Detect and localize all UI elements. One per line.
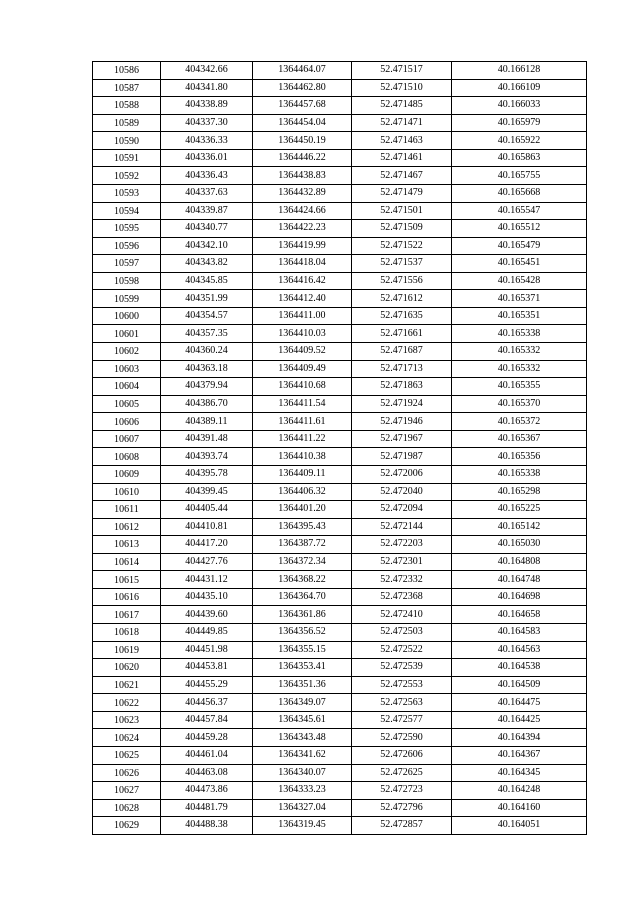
y-coordinate-cell: 1364401.20 [253, 501, 352, 519]
point-number-cell: 10611 [93, 501, 161, 519]
latitude-cell: 52.471687 [352, 343, 452, 361]
point-number-cell: 10616 [93, 588, 161, 606]
point-number-cell: 10627 [93, 782, 161, 800]
table-row [93, 272, 587, 290]
latitude-cell: 52.472590 [352, 729, 452, 747]
point-number-cell: 10605 [93, 395, 161, 413]
x-coordinate-cell: 404341.80 [161, 79, 253, 97]
y-coordinate-cell: 1364319.45 [253, 817, 352, 835]
y-coordinate-cell: 1364333.23 [253, 782, 352, 800]
x-coordinate-cell: 404456.37 [161, 694, 253, 712]
table-row [93, 641, 587, 659]
x-coordinate-cell: 404439.60 [161, 606, 253, 624]
point-number-cell: 10597 [93, 255, 161, 273]
x-coordinate-cell: 404391.48 [161, 430, 253, 448]
y-coordinate-cell: 1364372.34 [253, 553, 352, 571]
latitude-cell: 52.472625 [352, 764, 452, 782]
longitude-cell: 40.164248 [452, 782, 587, 800]
point-number-cell: 10598 [93, 272, 161, 290]
x-coordinate-cell: 404360.24 [161, 343, 253, 361]
point-number-cell: 10614 [93, 553, 161, 571]
x-coordinate-cell: 404342.66 [161, 62, 253, 80]
y-coordinate-cell: 1364411.54 [253, 395, 352, 413]
latitude-cell: 52.471509 [352, 220, 452, 238]
longitude-cell: 40.165372 [452, 413, 587, 431]
latitude-cell: 52.471987 [352, 448, 452, 466]
y-coordinate-cell: 1364464.07 [253, 62, 352, 80]
latitude-cell: 52.471863 [352, 378, 452, 396]
y-coordinate-cell: 1364410.38 [253, 448, 352, 466]
y-coordinate-cell: 1364343.48 [253, 729, 352, 747]
point-number-cell: 10590 [93, 132, 161, 150]
longitude-cell: 40.165428 [452, 272, 587, 290]
x-coordinate-cell: 404386.70 [161, 395, 253, 413]
y-coordinate-cell: 1364411.61 [253, 413, 352, 431]
x-coordinate-cell: 404449.85 [161, 624, 253, 642]
y-coordinate-cell: 1364410.03 [253, 325, 352, 343]
y-coordinate-cell: 1364418.04 [253, 255, 352, 273]
x-coordinate-cell: 404337.63 [161, 184, 253, 202]
x-coordinate-cell: 404393.74 [161, 448, 253, 466]
x-coordinate-cell: 404457.84 [161, 711, 253, 729]
y-coordinate-cell: 1364345.61 [253, 711, 352, 729]
x-coordinate-cell: 404435.10 [161, 588, 253, 606]
y-coordinate-cell: 1364454.04 [253, 114, 352, 132]
longitude-cell: 40.166033 [452, 97, 587, 115]
x-coordinate-cell: 404481.79 [161, 799, 253, 817]
longitude-cell: 40.165356 [452, 448, 587, 466]
x-coordinate-cell: 404459.28 [161, 729, 253, 747]
point-number-cell: 10607 [93, 430, 161, 448]
latitude-cell: 52.471556 [352, 272, 452, 290]
table-row [93, 606, 587, 624]
x-coordinate-cell: 404399.45 [161, 483, 253, 501]
y-coordinate-cell: 1364356.52 [253, 624, 352, 642]
point-number-cell: 10603 [93, 360, 161, 378]
point-number-cell: 10610 [93, 483, 161, 501]
longitude-cell: 40.164658 [452, 606, 587, 624]
point-number-cell: 10620 [93, 659, 161, 677]
y-coordinate-cell: 1364412.40 [253, 290, 352, 308]
table-row [93, 290, 587, 308]
latitude-cell: 52.472796 [352, 799, 452, 817]
longitude-cell: 40.164538 [452, 659, 587, 677]
point-number-cell: 10588 [93, 97, 161, 115]
table-row [93, 817, 587, 835]
y-coordinate-cell: 1364364.70 [253, 588, 352, 606]
longitude-cell: 40.164808 [452, 553, 587, 571]
x-coordinate-cell: 404379.94 [161, 378, 253, 396]
longitude-cell: 40.165355 [452, 378, 587, 396]
latitude-cell: 52.472563 [352, 694, 452, 712]
point-number-cell: 10593 [93, 184, 161, 202]
latitude-cell: 52.471635 [352, 307, 452, 325]
latitude-cell: 52.471501 [352, 202, 452, 220]
x-coordinate-cell: 404488.38 [161, 817, 253, 835]
table-row [93, 536, 587, 554]
longitude-cell: 40.165451 [452, 255, 587, 273]
x-coordinate-cell: 404473.86 [161, 782, 253, 800]
y-coordinate-cell: 1364424.66 [253, 202, 352, 220]
longitude-cell: 40.164475 [452, 694, 587, 712]
x-coordinate-cell: 404453.81 [161, 659, 253, 677]
point-number-cell: 10615 [93, 571, 161, 589]
point-number-cell: 10625 [93, 746, 161, 764]
latitude-cell: 52.472301 [352, 553, 452, 571]
longitude-cell: 40.165332 [452, 360, 587, 378]
point-number-cell: 10622 [93, 694, 161, 712]
x-coordinate-cell: 404463.08 [161, 764, 253, 782]
point-number-cell: 10604 [93, 378, 161, 396]
latitude-cell: 52.471522 [352, 237, 452, 255]
x-coordinate-cell: 404461.04 [161, 746, 253, 764]
y-coordinate-cell: 1364410.68 [253, 378, 352, 396]
y-coordinate-cell: 1364422.23 [253, 220, 352, 238]
x-coordinate-cell: 404354.57 [161, 307, 253, 325]
y-coordinate-cell: 1364387.72 [253, 536, 352, 554]
longitude-cell: 40.165332 [452, 343, 587, 361]
latitude-cell: 52.472332 [352, 571, 452, 589]
table-row [93, 149, 587, 167]
longitude-cell: 40.164509 [452, 676, 587, 694]
table-row [93, 465, 587, 483]
y-coordinate-cell: 1364416.42 [253, 272, 352, 290]
latitude-cell: 52.472203 [352, 536, 452, 554]
x-coordinate-cell: 404405.44 [161, 501, 253, 519]
table-row [93, 184, 587, 202]
point-number-cell: 10617 [93, 606, 161, 624]
x-coordinate-cell: 404357.35 [161, 325, 253, 343]
longitude-cell: 40.165512 [452, 220, 587, 238]
table-row [93, 571, 587, 589]
latitude-cell: 52.471485 [352, 97, 452, 115]
x-coordinate-cell: 404340.77 [161, 220, 253, 238]
table-row [93, 746, 587, 764]
table-row [93, 167, 587, 185]
x-coordinate-cell: 404363.18 [161, 360, 253, 378]
longitude-cell: 40.165030 [452, 536, 587, 554]
y-coordinate-cell: 1364340.07 [253, 764, 352, 782]
table-row [93, 360, 587, 378]
table-row [93, 62, 587, 80]
longitude-cell: 40.165668 [452, 184, 587, 202]
point-number-cell: 10589 [93, 114, 161, 132]
latitude-cell: 52.471946 [352, 413, 452, 431]
longitude-cell: 40.164698 [452, 588, 587, 606]
y-coordinate-cell: 1364406.32 [253, 483, 352, 501]
point-number-cell: 10596 [93, 237, 161, 255]
table-row [93, 413, 587, 431]
latitude-cell: 52.471461 [352, 149, 452, 167]
longitude-cell: 40.165367 [452, 430, 587, 448]
longitude-cell: 40.165371 [452, 290, 587, 308]
point-number-cell: 10606 [93, 413, 161, 431]
x-coordinate-cell: 404351.99 [161, 290, 253, 308]
x-coordinate-cell: 404336.01 [161, 149, 253, 167]
x-coordinate-cell: 404337.30 [161, 114, 253, 132]
x-coordinate-cell: 404339.87 [161, 202, 253, 220]
y-coordinate-cell: 1364446.22 [253, 149, 352, 167]
point-number-cell: 10623 [93, 711, 161, 729]
latitude-cell: 52.472368 [352, 588, 452, 606]
latitude-cell: 52.471924 [352, 395, 452, 413]
latitude-cell: 52.471537 [352, 255, 452, 273]
table-row [93, 764, 587, 782]
table-row [93, 79, 587, 97]
latitude-cell: 52.471471 [352, 114, 452, 132]
table-row [93, 325, 587, 343]
x-coordinate-cell: 404345.85 [161, 272, 253, 290]
latitude-cell: 52.472006 [352, 465, 452, 483]
table-row [93, 588, 587, 606]
table-row [93, 799, 587, 817]
table-row [93, 518, 587, 536]
y-coordinate-cell: 1364457.68 [253, 97, 352, 115]
y-coordinate-cell: 1364349.07 [253, 694, 352, 712]
table-row [93, 676, 587, 694]
coordinate-table-body [93, 62, 587, 835]
x-coordinate-cell: 404395.78 [161, 465, 253, 483]
y-coordinate-cell: 1364395.43 [253, 518, 352, 536]
longitude-cell: 40.165755 [452, 167, 587, 185]
y-coordinate-cell: 1364409.49 [253, 360, 352, 378]
longitude-cell: 40.165225 [452, 501, 587, 519]
point-number-cell: 10599 [93, 290, 161, 308]
point-number-cell: 10618 [93, 624, 161, 642]
latitude-cell: 52.472539 [352, 659, 452, 677]
table-row [93, 694, 587, 712]
point-number-cell: 10594 [93, 202, 161, 220]
table-row [93, 711, 587, 729]
latitude-cell: 52.471467 [352, 167, 452, 185]
longitude-cell: 40.165979 [452, 114, 587, 132]
y-coordinate-cell: 1364411.00 [253, 307, 352, 325]
y-coordinate-cell: 1364327.04 [253, 799, 352, 817]
latitude-cell: 52.472503 [352, 624, 452, 642]
point-number-cell: 10609 [93, 465, 161, 483]
longitude-cell: 40.165922 [452, 132, 587, 150]
point-number-cell: 10613 [93, 536, 161, 554]
point-number-cell: 10621 [93, 676, 161, 694]
longitude-cell: 40.165338 [452, 325, 587, 343]
longitude-cell: 40.164367 [452, 746, 587, 764]
longitude-cell: 40.164345 [452, 764, 587, 782]
latitude-cell: 52.471517 [352, 62, 452, 80]
point-number-cell: 10591 [93, 149, 161, 167]
y-coordinate-cell: 1364353.41 [253, 659, 352, 677]
latitude-cell: 52.472410 [352, 606, 452, 624]
longitude-cell: 40.165479 [452, 237, 587, 255]
y-coordinate-cell: 1364351.36 [253, 676, 352, 694]
x-coordinate-cell: 404336.43 [161, 167, 253, 185]
coordinate-table [92, 61, 587, 835]
latitude-cell: 52.472094 [352, 501, 452, 519]
point-number-cell: 10626 [93, 764, 161, 782]
latitude-cell: 52.471612 [352, 290, 452, 308]
y-coordinate-cell: 1364450.19 [253, 132, 352, 150]
longitude-cell: 40.164583 [452, 624, 587, 642]
table-row [93, 659, 587, 677]
point-number-cell: 10629 [93, 817, 161, 835]
y-coordinate-cell: 1364355.15 [253, 641, 352, 659]
table-row [93, 220, 587, 238]
point-number-cell: 10595 [93, 220, 161, 238]
x-coordinate-cell: 404342.10 [161, 237, 253, 255]
table-row [93, 624, 587, 642]
point-number-cell: 10587 [93, 79, 161, 97]
longitude-cell: 40.166109 [452, 79, 587, 97]
x-coordinate-cell: 404431.12 [161, 571, 253, 589]
x-coordinate-cell: 404343.82 [161, 255, 253, 273]
x-coordinate-cell: 404336.33 [161, 132, 253, 150]
latitude-cell: 52.472606 [352, 746, 452, 764]
longitude-cell: 40.164051 [452, 817, 587, 835]
y-coordinate-cell: 1364361.86 [253, 606, 352, 624]
latitude-cell: 52.471713 [352, 360, 452, 378]
point-number-cell: 10608 [93, 448, 161, 466]
table-row [93, 501, 587, 519]
x-coordinate-cell: 404427.76 [161, 553, 253, 571]
point-number-cell: 10592 [93, 167, 161, 185]
table-row [93, 729, 587, 747]
y-coordinate-cell: 1364432.89 [253, 184, 352, 202]
y-coordinate-cell: 1364368.22 [253, 571, 352, 589]
table-row [93, 132, 587, 150]
table-row [93, 430, 587, 448]
longitude-cell: 40.165338 [452, 465, 587, 483]
longitude-cell: 40.165142 [452, 518, 587, 536]
x-coordinate-cell: 404451.98 [161, 641, 253, 659]
y-coordinate-cell: 1364419.99 [253, 237, 352, 255]
latitude-cell: 52.472040 [352, 483, 452, 501]
latitude-cell: 52.471510 [352, 79, 452, 97]
longitude-cell: 40.165298 [452, 483, 587, 501]
latitude-cell: 52.471463 [352, 132, 452, 150]
point-number-cell: 10624 [93, 729, 161, 747]
y-coordinate-cell: 1364409.52 [253, 343, 352, 361]
latitude-cell: 52.472144 [352, 518, 452, 536]
point-number-cell: 10601 [93, 325, 161, 343]
latitude-cell: 52.472723 [352, 782, 452, 800]
x-coordinate-cell: 404417.20 [161, 536, 253, 554]
point-number-cell: 10619 [93, 641, 161, 659]
longitude-cell: 40.164748 [452, 571, 587, 589]
point-number-cell: 10602 [93, 343, 161, 361]
latitude-cell: 52.472857 [352, 817, 452, 835]
x-coordinate-cell: 404389.11 [161, 413, 253, 431]
point-number-cell: 10586 [93, 62, 161, 80]
latitude-cell: 52.471967 [352, 430, 452, 448]
point-number-cell: 10600 [93, 307, 161, 325]
x-coordinate-cell: 404455.29 [161, 676, 253, 694]
table-row [93, 378, 587, 396]
longitude-cell: 40.164160 [452, 799, 587, 817]
table-row [93, 448, 587, 466]
longitude-cell: 40.164425 [452, 711, 587, 729]
longitude-cell: 40.165351 [452, 307, 587, 325]
latitude-cell: 52.472522 [352, 641, 452, 659]
table-row [93, 483, 587, 501]
y-coordinate-cell: 1364409.11 [253, 465, 352, 483]
point-number-cell: 10628 [93, 799, 161, 817]
latitude-cell: 52.472577 [352, 711, 452, 729]
longitude-cell: 40.165547 [452, 202, 587, 220]
y-coordinate-cell: 1364438.83 [253, 167, 352, 185]
table-row [93, 307, 587, 325]
table-row [93, 782, 587, 800]
table-row [93, 395, 587, 413]
table-row [93, 255, 587, 273]
table-row [93, 343, 587, 361]
y-coordinate-cell: 1364411.22 [253, 430, 352, 448]
longitude-cell: 40.166128 [452, 62, 587, 80]
table-row [93, 202, 587, 220]
table-row [93, 97, 587, 115]
latitude-cell: 52.472553 [352, 676, 452, 694]
y-coordinate-cell: 1364341.62 [253, 746, 352, 764]
table-row [93, 237, 587, 255]
x-coordinate-cell: 404338.89 [161, 97, 253, 115]
longitude-cell: 40.164394 [452, 729, 587, 747]
x-coordinate-cell: 404410.81 [161, 518, 253, 536]
point-number-cell: 10612 [93, 518, 161, 536]
longitude-cell: 40.165370 [452, 395, 587, 413]
longitude-cell: 40.164563 [452, 641, 587, 659]
longitude-cell: 40.165863 [452, 149, 587, 167]
table-row [93, 114, 587, 132]
latitude-cell: 52.471479 [352, 184, 452, 202]
table-row [93, 553, 587, 571]
latitude-cell: 52.471661 [352, 325, 452, 343]
y-coordinate-cell: 1364462.80 [253, 79, 352, 97]
